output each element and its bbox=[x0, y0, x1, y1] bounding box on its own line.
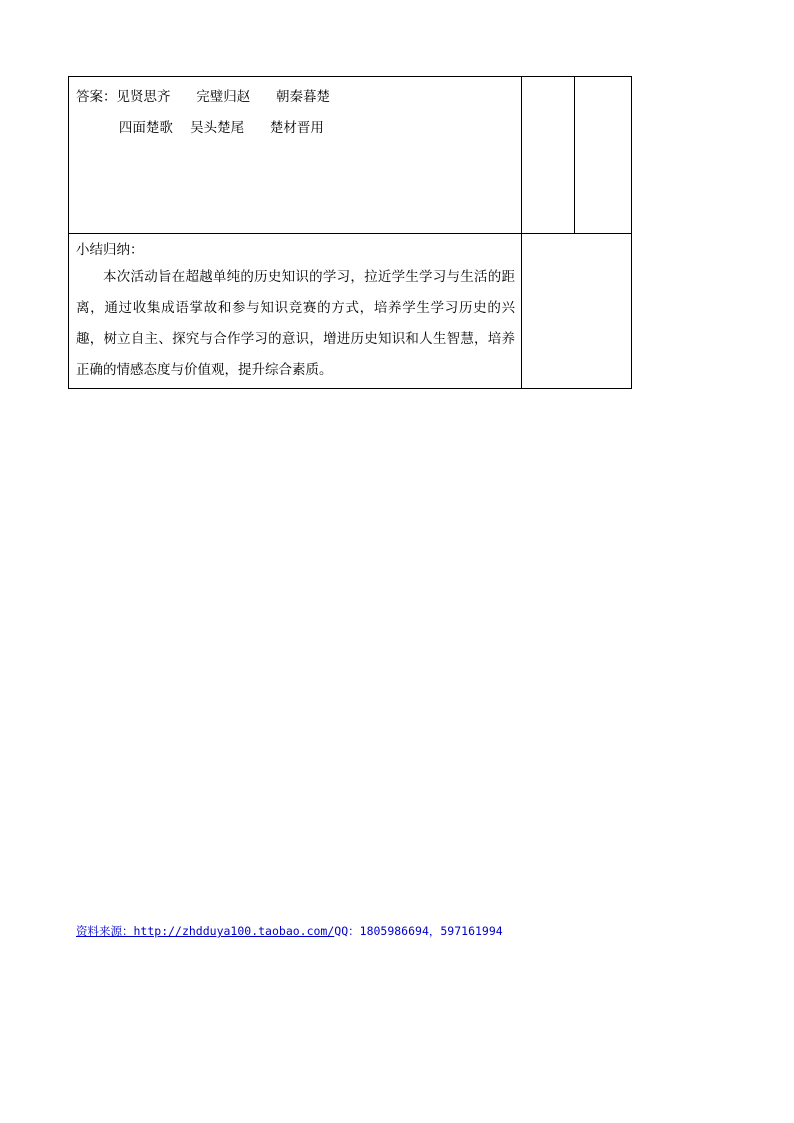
answer-text-block bbox=[69, 77, 521, 144]
empty-cell-a bbox=[522, 77, 575, 234]
answer-line-2: 四面楚歌 吴头楚尾 楚材晋用 bbox=[76, 120, 324, 136]
summary-paragraph: 本次活动旨在超越单纯的历史知识的学习，拉近学生学习与生活的距离，通过收集成语掌故和参与知识竞赛的方式，培养学生学习历史的兴趣，树立自主、探究与合作学习的意识，增进历史知识和人生智慧，培养正确的情感态度与价值观，提升综合素质。 bbox=[76, 269, 515, 378]
contact-text: QQ：1805986694，597161994 bbox=[334, 924, 503, 938]
summary-text-block bbox=[69, 234, 521, 386]
source-link[interactable]: 资料来源：http://zhdduya100.taobao.com/ bbox=[76, 924, 335, 938]
answer-line-1: 答案：见贤思齐 完璧归赵 朝秦暮楚 bbox=[76, 89, 330, 105]
empty-cell-b bbox=[575, 77, 632, 234]
summary-side-cell bbox=[522, 234, 632, 389]
summary-cell bbox=[69, 234, 522, 389]
answer-cell bbox=[69, 77, 522, 234]
summary-heading: 小结归纳： bbox=[76, 242, 144, 258]
summary-row bbox=[69, 234, 632, 389]
source-footer bbox=[76, 923, 503, 939]
answer-row bbox=[69, 77, 632, 234]
content-table bbox=[68, 76, 632, 389]
